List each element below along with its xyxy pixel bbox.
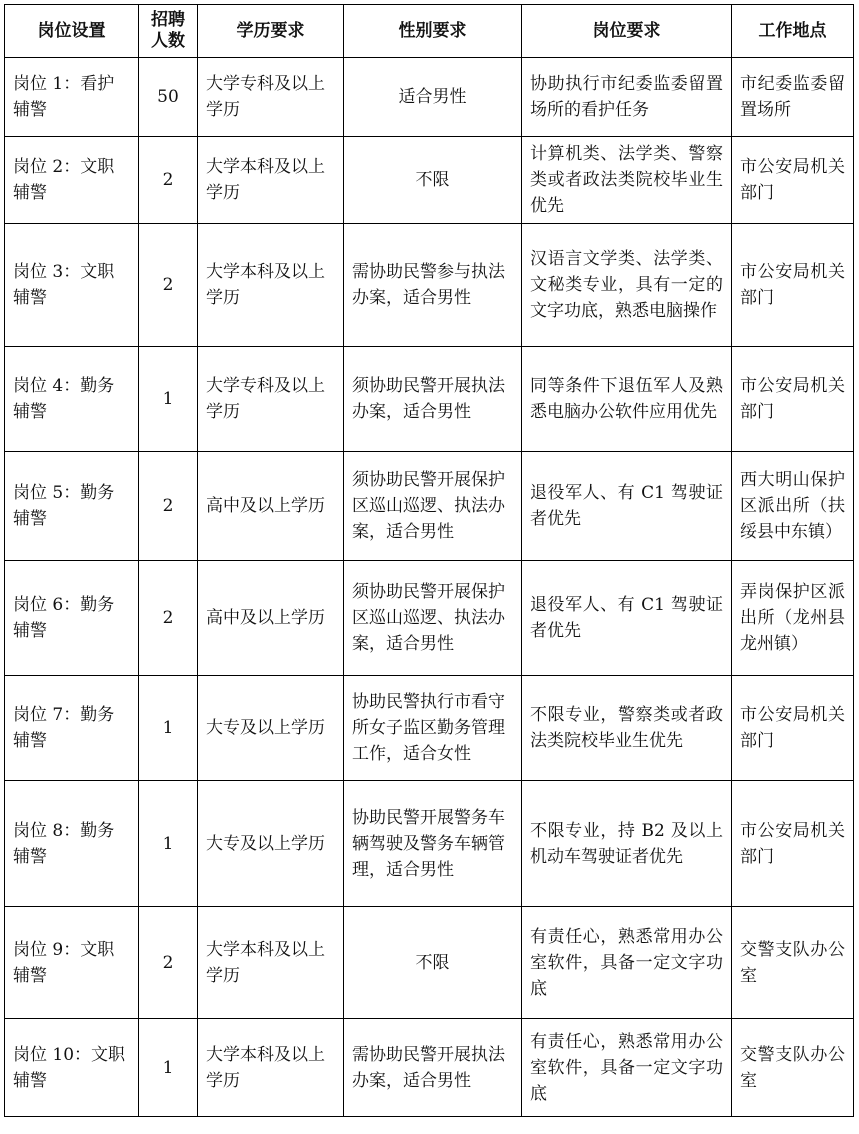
table-row <box>5 1019 854 1117</box>
cell-requirement: 有责任心，熟悉常用办公室软件，具备一定文字功底 <box>522 1019 732 1117</box>
cell-count: 1 <box>139 347 198 452</box>
recruitment-table <box>4 4 854 1117</box>
cell-gender: 须协助民警开展执法办案，适合男性 <box>344 347 522 452</box>
header-position: 岗位设置 <box>5 5 139 58</box>
cell-count: 1 <box>139 781 198 907</box>
cell-gender: 须协助民警开展保护区巡山巡逻、执法办案，适合男性 <box>344 452 522 561</box>
cell-requirement: 退役军人、有 C1 驾驶证者优先 <box>522 561 732 676</box>
cell-education: 大学专科及以上学历 <box>198 347 344 452</box>
cell-location: 西大明山保护区派出所（扶绥县中东镇） <box>732 452 854 561</box>
cell-count: 1 <box>139 676 198 781</box>
cell-position: 岗位 5：勤务辅警 <box>5 452 139 561</box>
cell-count: 2 <box>139 907 198 1019</box>
cell-requirement: 同等条件下退伍军人及熟悉电脑办公软件应用优先 <box>522 347 732 452</box>
cell-count: 1 <box>139 1019 198 1117</box>
cell-location: 弄岗保护区派出所（龙州县龙州镇） <box>732 561 854 676</box>
cell-location: 市公安局机关部门 <box>732 676 854 781</box>
cell-location: 市公安局机关部门 <box>732 137 854 224</box>
table-row <box>5 137 854 224</box>
cell-position: 岗位 4：勤务辅警 <box>5 347 139 452</box>
cell-position: 岗位 1：看护辅警 <box>5 58 139 137</box>
cell-count: 2 <box>139 452 198 561</box>
cell-gender: 协助民警执行市看守所女子监区勤务管理工作，适合女性 <box>344 676 522 781</box>
cell-gender: 适合男性 <box>344 58 522 137</box>
table-row <box>5 58 854 137</box>
cell-position: 岗位 2：文职辅警 <box>5 137 139 224</box>
cell-position: 岗位 3：文职辅警 <box>5 224 139 347</box>
cell-requirement: 协助执行市纪委监委留置场所的看护任务 <box>522 58 732 137</box>
header-education: 学历要求 <box>198 5 344 58</box>
header-count: 招聘人数 <box>139 5 198 58</box>
header-row <box>5 5 854 58</box>
cell-requirement: 有责任心，熟悉常用办公室软件，具备一定文字功底 <box>522 907 732 1019</box>
cell-gender: 需协助民警参与执法办案，适合男性 <box>344 224 522 347</box>
cell-position: 岗位 10：文职辅警 <box>5 1019 139 1117</box>
table-row <box>5 676 854 781</box>
cell-education: 大学专科及以上学历 <box>198 58 344 137</box>
cell-education: 大学本科及以上学历 <box>198 224 344 347</box>
cell-gender: 须协助民警开展保护区巡山巡逻、执法办案，适合男性 <box>344 561 522 676</box>
cell-education: 大学本科及以上学历 <box>198 137 344 224</box>
table-row <box>5 224 854 347</box>
cell-position: 岗位 6：勤务辅警 <box>5 561 139 676</box>
table-row <box>5 452 854 561</box>
cell-location: 交警支队办公室 <box>732 1019 854 1117</box>
cell-education: 大专及以上学历 <box>198 781 344 907</box>
cell-location: 市公安局机关部门 <box>732 224 854 347</box>
cell-education: 大学本科及以上学历 <box>198 907 344 1019</box>
cell-gender: 需协助民警开展执法办案，适合男性 <box>344 1019 522 1117</box>
cell-requirement: 计算机类、法学类、警察类或者政法类院校毕业生优先 <box>522 137 732 224</box>
cell-location: 市公安局机关部门 <box>732 347 854 452</box>
table-row <box>5 347 854 452</box>
cell-position: 岗位 9：文职辅警 <box>5 907 139 1019</box>
cell-requirement: 退役军人、有 C1 驾驶证者优先 <box>522 452 732 561</box>
cell-requirement: 不限专业，警察类或者政法类院校毕业生优先 <box>522 676 732 781</box>
cell-gender: 不限 <box>344 137 522 224</box>
header-gender: 性别要求 <box>344 5 522 58</box>
cell-count: 2 <box>139 224 198 347</box>
cell-count: 2 <box>139 137 198 224</box>
cell-position: 岗位 8：勤务辅警 <box>5 781 139 907</box>
table-row <box>5 781 854 907</box>
cell-gender: 不限 <box>344 907 522 1019</box>
cell-requirement: 不限专业，持 B2 及以上机动车驾驶证者优先 <box>522 781 732 907</box>
cell-education: 大专及以上学历 <box>198 676 344 781</box>
cell-requirement: 汉语言文学类、法学类、文秘类专业，具有一定的文字功底，熟悉电脑操作 <box>522 224 732 347</box>
cell-location: 市公安局机关部门 <box>732 781 854 907</box>
table-row <box>5 907 854 1019</box>
cell-count: 50 <box>139 58 198 137</box>
table-row <box>5 561 854 676</box>
cell-gender: 协助民警开展警务车辆驾驶及警务车辆管理，适合男性 <box>344 781 522 907</box>
header-requirement: 岗位要求 <box>522 5 732 58</box>
cell-location: 交警支队办公室 <box>732 907 854 1019</box>
cell-count: 2 <box>139 561 198 676</box>
cell-education: 大学本科及以上学历 <box>198 1019 344 1117</box>
cell-education: 高中及以上学历 <box>198 452 344 561</box>
cell-location: 市纪委监委留置场所 <box>732 58 854 137</box>
header-location: 工作地点 <box>732 5 854 58</box>
cell-education: 高中及以上学历 <box>198 561 344 676</box>
cell-position: 岗位 7：勤务辅警 <box>5 676 139 781</box>
